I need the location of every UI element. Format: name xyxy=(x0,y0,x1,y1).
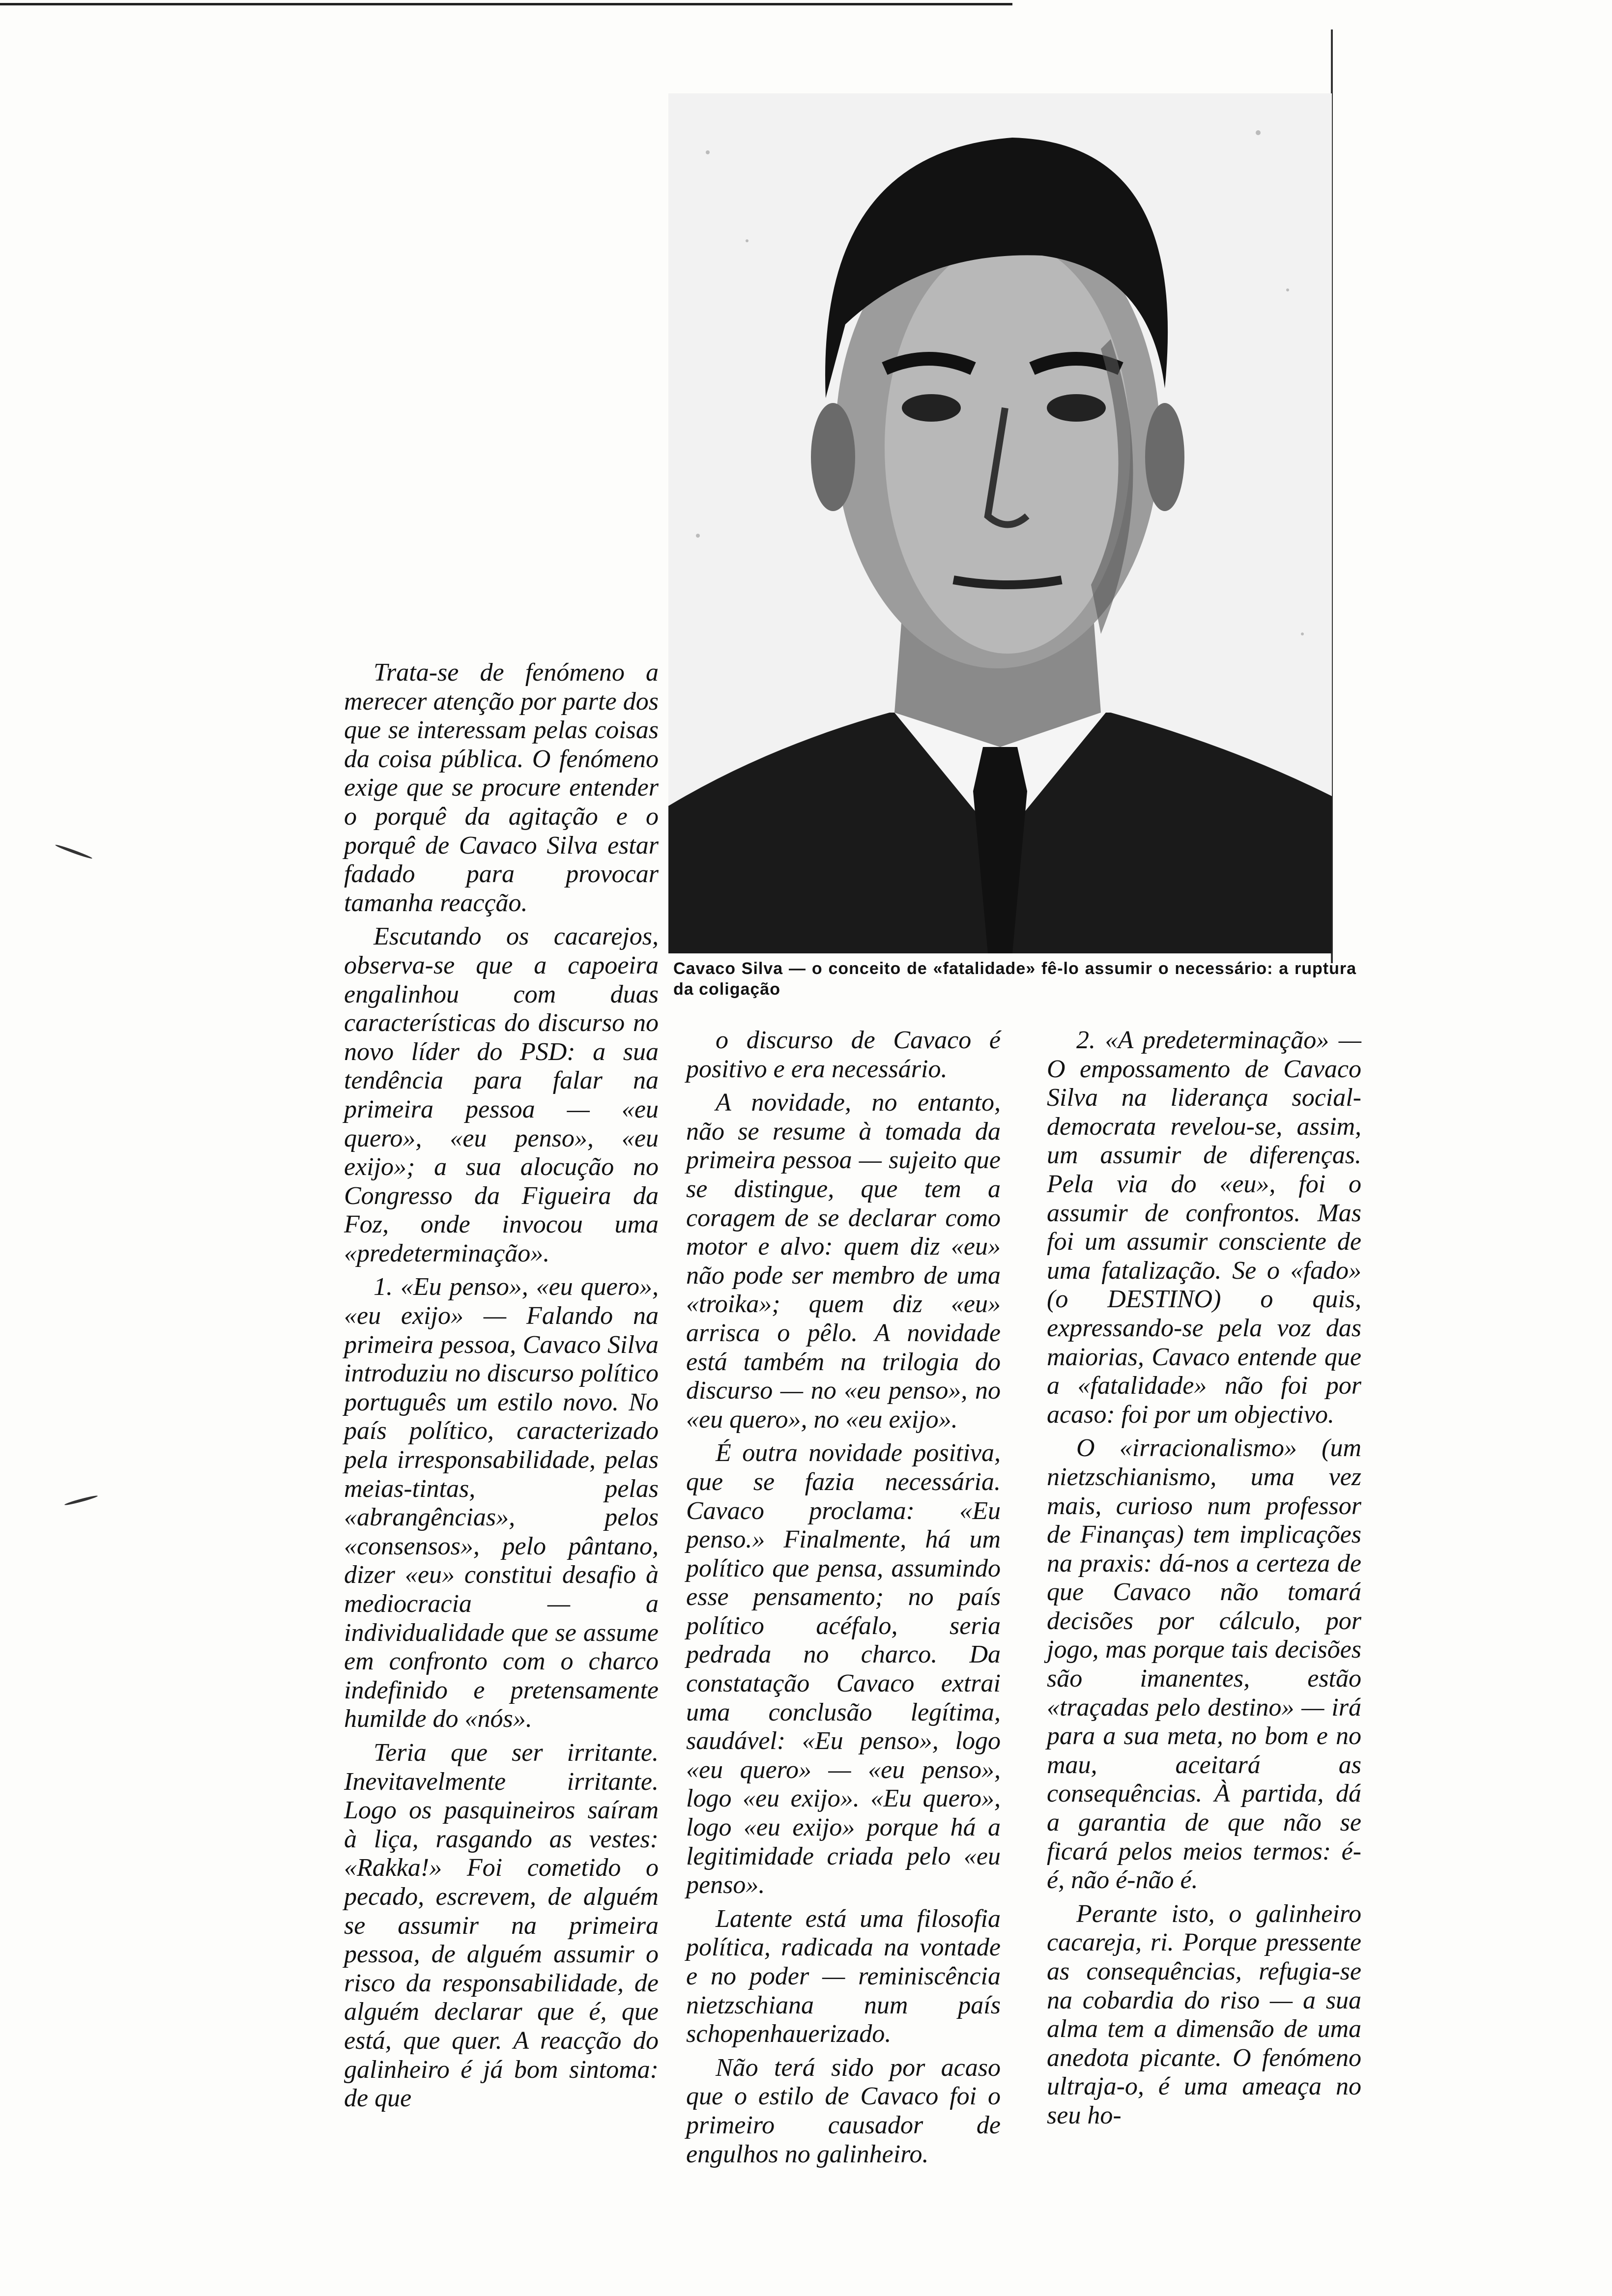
paragraph: Trata-se de fenómeno a merecer atenção por parte dos que se interessam pelas coisas da coisa pública. O fenómeno exige que se procure entender o porquê da agitação e o porquê de Cavaco Silva estar fadado para provocar tamanha reacção. xyxy=(344,659,659,917)
paragraph: Não terá sido por acaso que o estilo de Cavaco foi o primeiro causador de engulhos no galinheiro. xyxy=(686,2053,1001,2168)
paragraph: Teria que ser irritante. Inevitavelmente irritante. Logo os pasquineiros saíram à liça, rasgando as vestes: «Rakka!» Foi cometido o pecado, escrevem, de alguém se assumir na primeira pessoa, de alguém assumir o risco da responsabilidade, de alguém declarar que é, que está, que quer. A reacção do galinheiro é já bom sintoma: de que xyxy=(344,1738,659,2113)
paragraph: Perante isto, o galinheiro cacareja, ri. Porque pressente as consequências, refugia-se na cobardia do riso — a sua alma tem a dimensão de uma anedota picante. O fenómeno ultraja-o, é uma ameaça no seu ho- xyxy=(1047,1899,1361,2129)
article-column-1 xyxy=(344,659,659,2118)
portrait-photo xyxy=(668,93,1332,953)
paragraph: A novidade, no entanto, não se resume à tomada da primeira pessoa — sujeito que se distingue, que tem a coragem de se declarar como motor e alvo: quem diz «eu» não pode ser membro de uma «troika»; quem diz «eu» arrisca o pêlo. A novidade está também na trilogia do discurso — no «eu penso», no «eu quero», no «eu exijo». xyxy=(686,1089,1001,1434)
article-column-2 xyxy=(686,1026,1001,2174)
paragraph: 2. «A predeterminação» — O empossamento de Cavaco Silva na liderança social-democrata revelou-se, assim, um assumir de diferenças. Pela via do «eu», foi o assumir de confrontos. Mas foi um assumir consciente de uma fatalização. Se o «fado» (o DESTINO) o quis, expressando-se pela voz das maiorias, Cavaco entende que a «fatalidade» não foi por acaso: foi por um objectivo. xyxy=(1047,1026,1361,1429)
margin-mark xyxy=(55,844,92,860)
paragraph: O «irracionalismo» (um nietzschianismo, uma vez mais, curioso num professor de Finanças) tem implicações na praxis: dá-nos a certeza de que Cavaco não tomará decisões por cálculo, por jogo, mas porque tais decisões são imanentes, estão «traçadas pelo destino» — irá para a sua meta, no bom e no mau, aceitará as consequências. À partida, dá a garantia de que não se ficará pelos meios termos: é-é, não é-não é. xyxy=(1047,1434,1361,1894)
article-column-3 xyxy=(1047,1026,1361,2135)
margin-mark xyxy=(64,1494,98,1506)
paragraph: É outra novidade positiva, que se fazia necessária. Cavaco proclama: «Eu penso.» Finalmente, há um político que pensa, assumindo esse pensamento; no país político acéfalo, seria pedrada no charco. Da constatação Cavaco extrai uma conclusão legítima, saudável: «Eu penso», logo «eu quero» — «eu penso», logo «eu exijo». «Eu quero», logo «eu exijo» porque há a legitimidade criada pelo «eu penso». xyxy=(686,1439,1001,1899)
paragraph: Latente está uma filosofia política, radicada na vontade e no poder — reminiscência nietzschiana num país schopenhauerizado. xyxy=(686,1904,1001,2048)
paragraph: 1. «Eu penso», «eu quero», «eu exijo» — Falando na primeira pessoa, Cavaco Silva introduziu no discurso político português um estilo novo. No país político, caracterizado pela irresponsabilidade, pelas meias-tintas, pelas «abrangências», pelos «consensos», pelo pântano, dizer «eu» constitui desafio à mediocracia — a individualidade que se assume em confronto com o charco indefinido e pretensamente humilde do «nós». xyxy=(344,1273,659,1733)
top-rule xyxy=(0,3,1012,5)
paragraph: o discurso de Cavaco é positivo e era necessário. xyxy=(686,1026,1001,1083)
paragraph: Escutando os cacarejos, observa-se que a capoeira engalinhou com duas características do discurso no novo líder do PSD: a sua tendência para falar na primeira pessoa — «eu quero», «eu penso», «eu exijo»; a sua alocução no Congresso da Figueira da Foz, onde invocou uma «predeterminação». xyxy=(344,922,659,1267)
photo-caption: Cavaco Silva — o conceito de «fatalidade» fê-lo assumir o necessário: a ruptura da coligação xyxy=(673,959,1356,999)
